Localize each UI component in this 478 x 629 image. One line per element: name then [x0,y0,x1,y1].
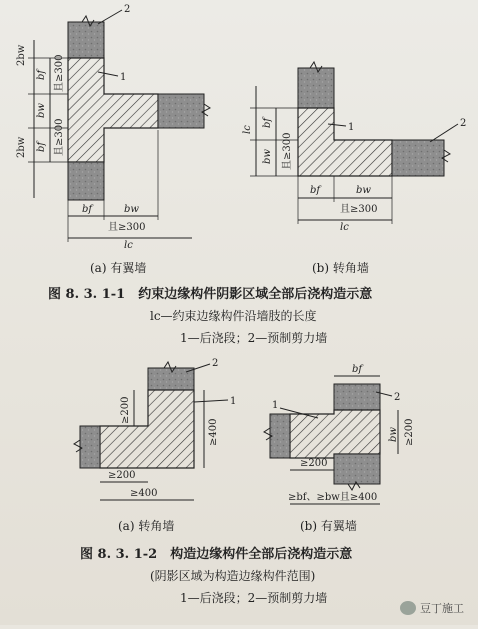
dim-2bw: 2bw [16,136,27,158]
prefab-wall-right [392,140,444,176]
dim-ge400: ≥400 [130,488,158,499]
dim-ge300: 且≥300 [54,118,65,156]
label-1: 1 [120,72,127,83]
dim-ge200: ≥200 [120,396,131,424]
dim-lc: lc [124,240,133,251]
label-2: 2 [212,358,219,369]
top-note: lc—约束边缘构件沿墙肢的长度 [150,309,317,323]
watermark-text: 豆丁施工 [420,602,464,615]
bottom-a-corner-figure [74,358,236,533]
watermark [400,600,464,616]
hatched-cast-zone [298,108,392,176]
subcaption-a: (a) 有翼墙 [90,261,147,275]
top-b-corner-figure [242,62,466,275]
hatched-cast-zone [290,410,380,458]
dim-ge300: 且≥300 [340,204,378,215]
label-2: 2 [394,392,401,403]
label-2: 2 [460,118,467,129]
dim-2bw: 2bw [16,44,27,66]
leader-line [194,400,228,402]
leader-line [98,10,122,24]
leader-line [430,124,458,142]
prefab-wall-left [80,426,100,468]
prefab-wall-bottom [68,162,104,200]
dim-lc: lc [242,125,253,134]
dim-bf: bf [262,117,273,128]
dim-bw: bw [124,204,139,215]
prefab-wall-top [334,384,380,410]
label-1: 1 [230,396,237,407]
wechat-icon [400,601,416,615]
subcaption-b: (b) 转角墙 [312,261,369,275]
dim-bf: bf [310,185,321,196]
prefab-wall-bottom [334,454,380,484]
prefab-wall-left [270,414,290,458]
dim-ge300: 且≥300 [54,54,65,92]
dim-bw: bw [262,149,273,164]
dim-ge300: 且≥300 [282,132,293,170]
top-a-wall-figure [16,4,210,275]
dim-ge200: ≥200 [404,418,415,446]
bottom-b-wing-figure [264,364,415,533]
subcaption-a: (a) 转角墙 [118,519,175,533]
dim-bw: bw [388,427,399,442]
label-1: 1 [272,400,279,411]
dim-ge200: ≥200 [300,458,328,469]
bottom-caption-2: (阴影区域为构造边缘构件范围) [150,569,316,583]
dim-bf: bf [82,204,93,215]
prefab-wall-right [158,94,204,128]
dim-bw: bw [356,185,371,196]
prefab-wall-top [298,68,334,108]
label-1: 1 [348,122,355,133]
hatched-cast-zone [68,58,158,162]
dim-ge300: 且≥300 [108,222,146,233]
top-caption: 图 8. 3. 1-1 约束边缘构件阴影区域全部后浇构造示意 [48,287,373,302]
dim-bf: bf [352,364,363,375]
dim-bw: bw [36,103,47,118]
top-legend: 1—后浇段；2—预制剪力墙 [180,331,328,345]
dim-lc: lc [340,222,349,233]
label-2: 2 [124,4,131,15]
bottom-caption: 图 8. 3. 1-2 构造边缘构件全部后浇构造示意 [80,547,353,562]
hatched-cast-zone [100,390,194,468]
dim-bf: bf [36,69,47,80]
dim-ge200: ≥200 [108,470,136,481]
dim-combo: ≥bf、≥bw且≥400 [288,492,378,503]
dim-ge400: ≥400 [208,418,219,446]
bottom-legend: 1—后浇段；2—预制剪力墙 [180,591,328,605]
dim-bf: bf [36,141,47,152]
prefab-wall-top [68,22,104,58]
subcaption-b: (b) 有翼墙 [300,519,357,533]
